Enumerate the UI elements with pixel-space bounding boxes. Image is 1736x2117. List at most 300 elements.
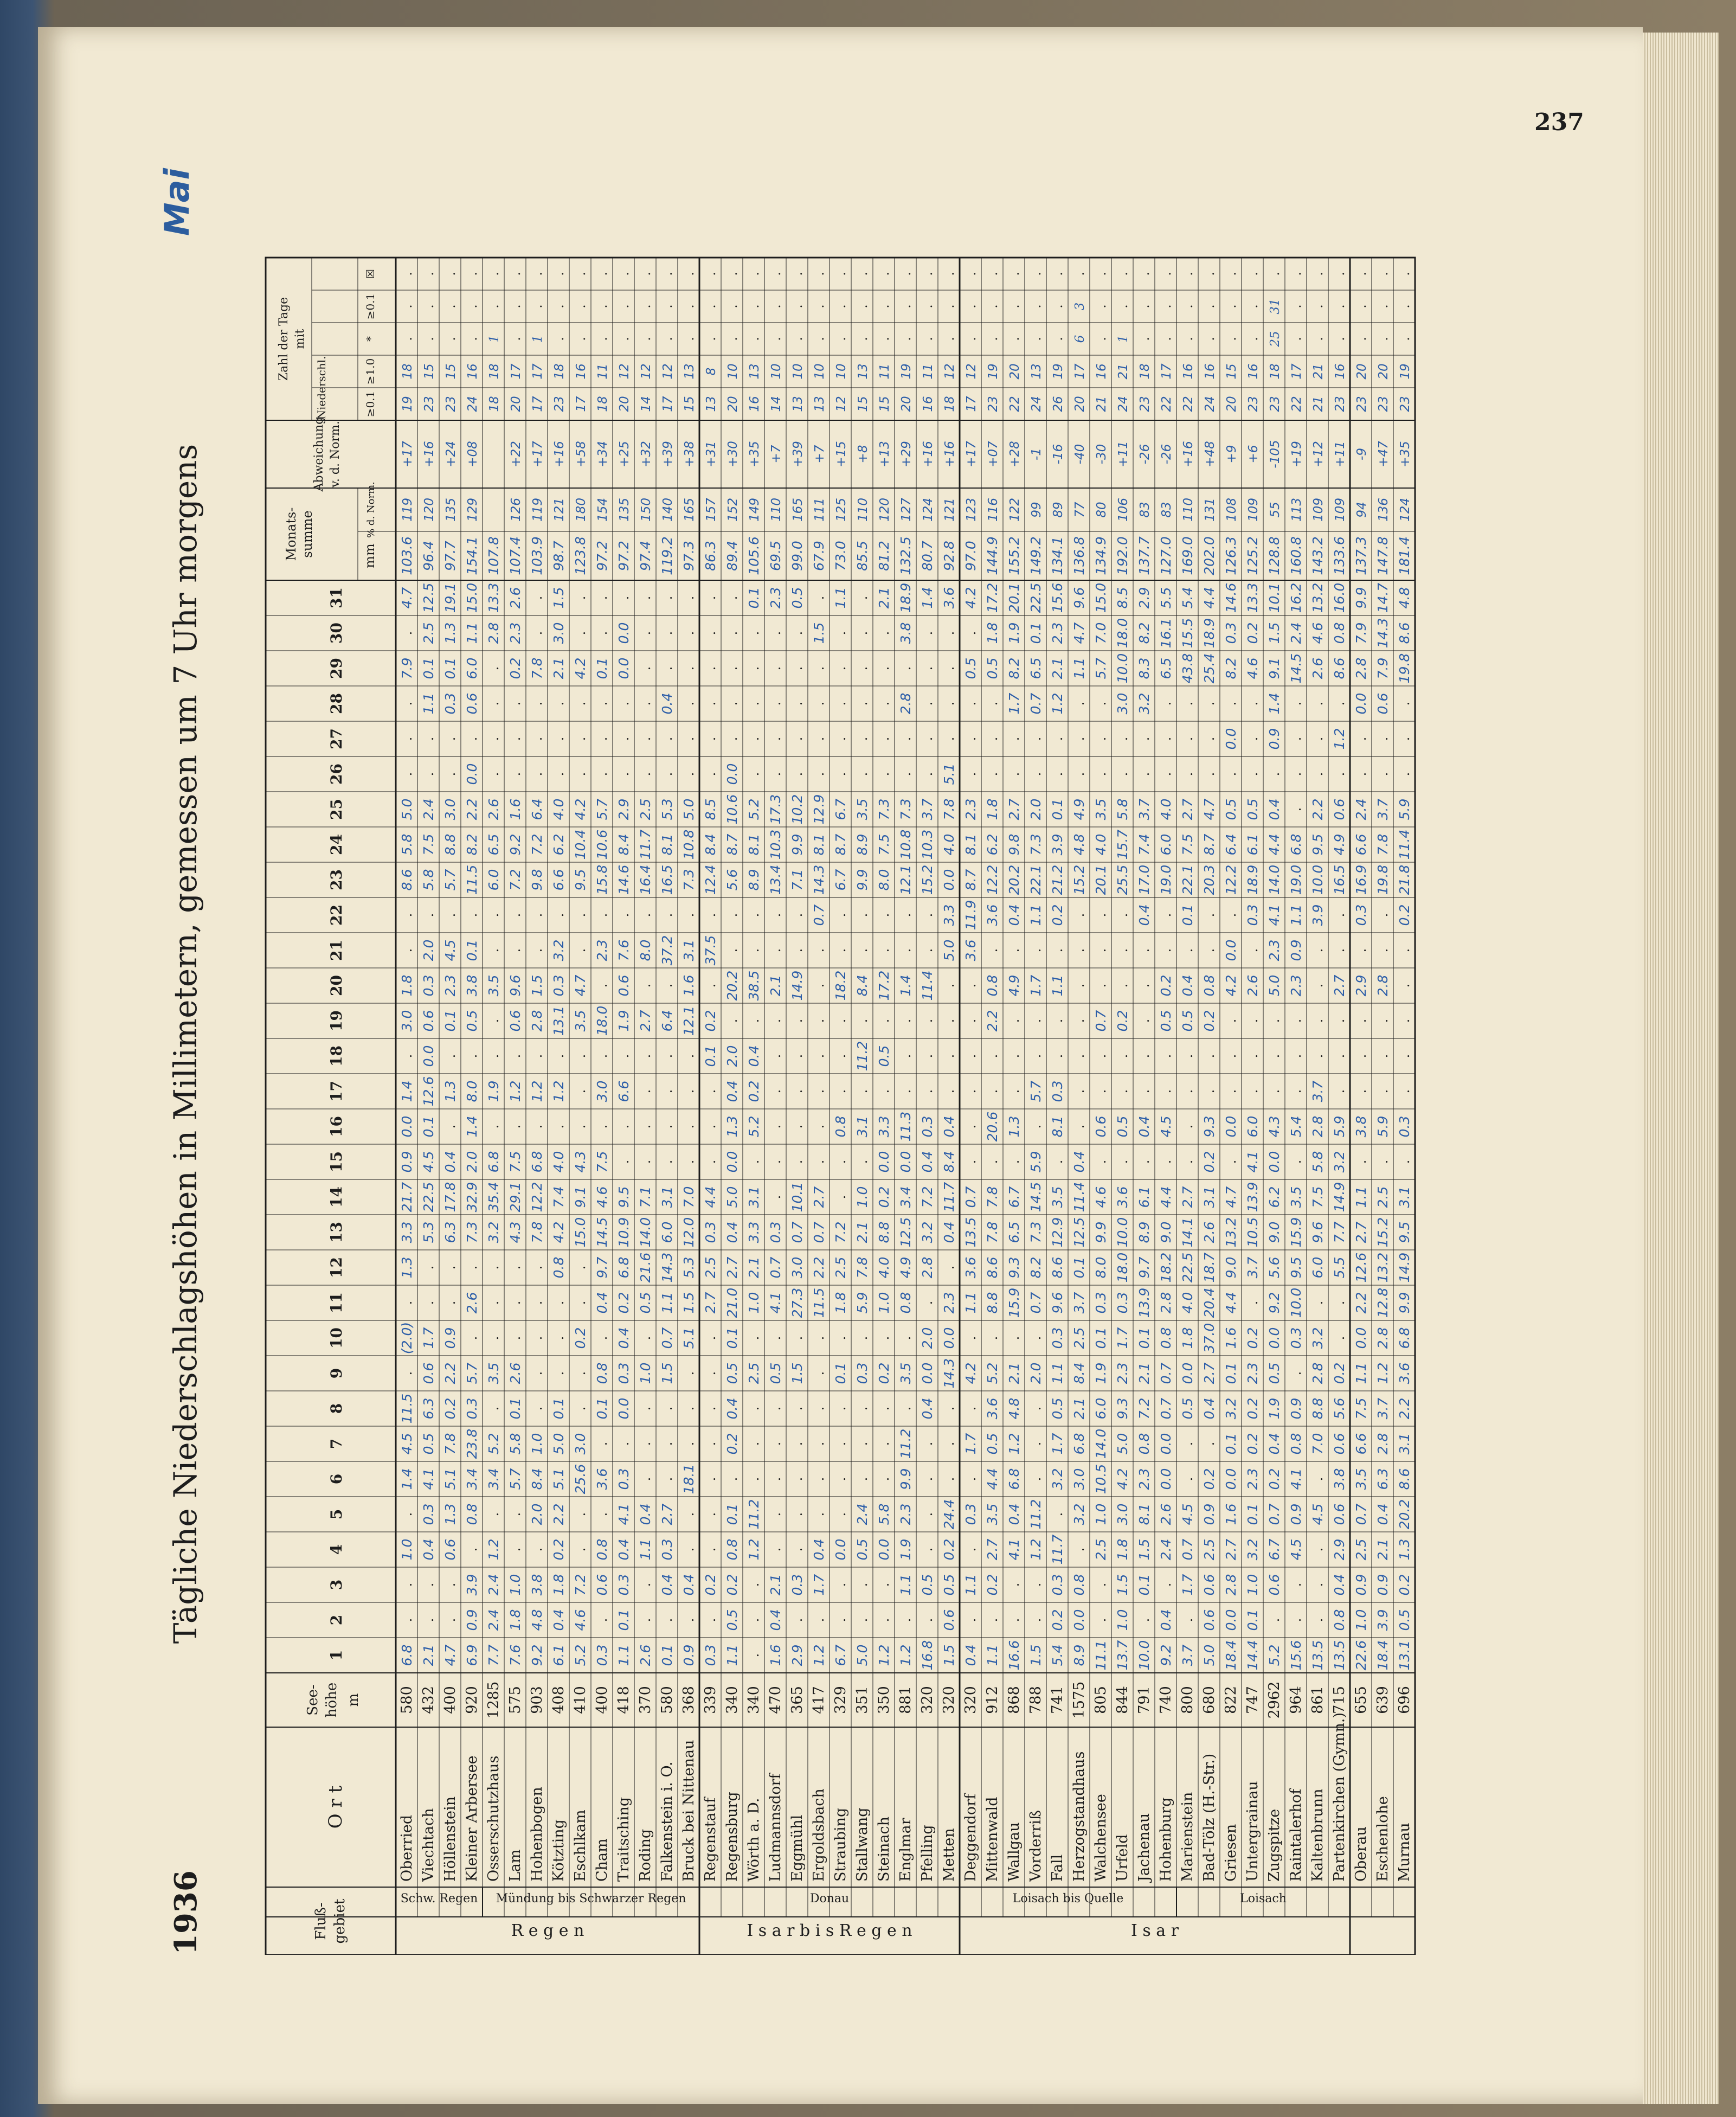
daily-precip: 7.8 [984, 1221, 1000, 1243]
daily-precip: 0.1 [724, 1503, 740, 1525]
days-ge-1-0: 16 [1181, 363, 1195, 380]
days-ge-0-1: 15 [877, 396, 892, 412]
daily-precip-empty: . [594, 913, 610, 918]
days-snow-cover: . [660, 304, 675, 309]
daily-precip: 1.5 [811, 622, 827, 644]
daily-precip: 4.8 [1006, 1397, 1022, 1420]
daily-precip: 5.6 [1331, 1397, 1347, 1420]
daily-precip: 11.2 [1027, 1499, 1044, 1530]
daily-precip-empty: . [529, 1054, 545, 1058]
station-name: Urfeld [1114, 1834, 1131, 1882]
daily-precip: 1.2 [1049, 692, 1065, 715]
daily-precip-empty: . [616, 736, 632, 741]
daily-precip-empty: . [1115, 948, 1130, 953]
daily-precip-empty: . [464, 1547, 480, 1552]
daily-precip-empty: . [421, 913, 436, 918]
daily-precip: 0.3 [659, 1538, 675, 1561]
pct-of-norm: 136 [1376, 498, 1391, 522]
daily-precip: 2.5 [637, 798, 653, 820]
daily-precip: 4.1 [615, 1503, 632, 1525]
daily-precip-empty: . [1266, 1618, 1282, 1622]
daily-precip: 2.6 [1244, 974, 1261, 997]
daily-precip-empty: . [1180, 948, 1195, 953]
daily-precip: 1.2 [507, 1080, 523, 1102]
daily-precip: 4.6 [572, 1609, 588, 1631]
daily-precip-empty: . [464, 1054, 480, 1058]
days-hail: . [1354, 272, 1369, 276]
daily-precip-empty: . [854, 1159, 870, 1164]
daily-precip: 5.1 [680, 1327, 697, 1349]
daily-precip: 1.8 [507, 1609, 523, 1631]
daily-precip: 7.8 [984, 1186, 1000, 1208]
daily-precip: 4.5 [442, 939, 458, 961]
daily-precip: 1.9 [1266, 1397, 1282, 1420]
daily-precip-empty: . [876, 701, 892, 706]
days-snow: 6 [1072, 335, 1087, 343]
station-name: Viechtach [420, 1808, 437, 1882]
daily-precip-empty: . [1288, 736, 1304, 741]
header-day: 12 [327, 1257, 345, 1278]
daily-precip-empty: . [1353, 1089, 1369, 1094]
days-ge-0-1: 19 [400, 396, 415, 412]
daily-precip-empty: . [1158, 1582, 1174, 1587]
days-hail: . [790, 272, 805, 276]
daily-precip: 2.9 [789, 1644, 805, 1666]
daily-precip-empty: . [789, 1512, 805, 1517]
daily-precip-empty: . [1223, 913, 1239, 918]
daily-precip-empty: . [573, 595, 588, 600]
deviation: +25 [617, 441, 632, 467]
days-ge-0-1: 24 [1116, 396, 1130, 412]
pct-of-norm: 108 [1224, 498, 1239, 522]
daily-precip: 2.1 [1049, 657, 1065, 679]
header-day: 19 [327, 1010, 345, 1031]
daily-precip: 0.6 [420, 1010, 436, 1032]
daily-precip-empty: . [768, 631, 783, 636]
daily-precip-empty: . [659, 736, 675, 741]
deviation: +07 [986, 441, 1000, 467]
days-ge-1-0: 10 [790, 363, 805, 380]
daily-precip: 7.5 [1179, 833, 1195, 856]
deviation: +28 [1007, 441, 1022, 467]
daily-precip-empty: . [789, 1618, 805, 1622]
daily-precip: 0.1 [1179, 904, 1195, 926]
daily-precip: 0.9 [680, 1644, 697, 1666]
days-snow: . [856, 337, 870, 341]
station-name: Oberried [398, 1814, 415, 1882]
daily-precip: 1.8 [984, 622, 1000, 644]
daily-precip-empty: . [941, 1477, 957, 1481]
daily-precip: 6.0 [1158, 833, 1174, 856]
daily-precip: 3.8 [1331, 1468, 1347, 1490]
daily-precip-empty: . [1115, 1089, 1130, 1094]
daily-precip-empty: . [920, 1618, 935, 1622]
daily-precip-empty: . [529, 1547, 545, 1552]
daily-precip: 3.2 [1244, 1538, 1261, 1561]
header-threshold: ≥1.0 [364, 358, 377, 385]
days-ge-1-0: 21 [1116, 363, 1130, 380]
daily-precip: 9.6 [1309, 1221, 1326, 1243]
daily-precip: 1.6 [680, 974, 697, 997]
days-snow-cover: . [704, 304, 718, 309]
pct-of-norm: 180 [574, 498, 588, 522]
pct-of-norm: 109 [1246, 498, 1261, 522]
monthly-sum: 119.2 [659, 536, 675, 575]
daily-precip-empty: . [833, 1406, 848, 1411]
daily-precip-empty: . [898, 1054, 914, 1058]
daily-precip-empty: . [1028, 1441, 1044, 1446]
daily-precip: 8.6 [1331, 657, 1347, 679]
days-snow: . [769, 337, 783, 341]
daily-precip: 6.2 [984, 833, 1000, 856]
daily-precip-empty: . [920, 1054, 935, 1058]
days-snow-cover: . [1289, 304, 1304, 309]
daily-precip: 3.5 [1353, 1468, 1369, 1490]
daily-precip-empty: . [1158, 772, 1174, 777]
daily-precip: 20.6 [984, 1111, 1000, 1142]
daily-precip: 3.5 [1288, 1186, 1304, 1208]
daily-precip-empty: . [789, 1124, 805, 1129]
daily-precip: 7.2 [832, 1221, 848, 1243]
daily-precip-empty: . [442, 1265, 458, 1270]
daily-precip: 0.8 [1136, 1433, 1152, 1455]
days-snow-cover: . [1224, 304, 1239, 309]
daily-precip-empty: . [854, 1477, 870, 1481]
daily-precip-empty: . [876, 1406, 892, 1411]
daily-precip: 3.6 [962, 1256, 979, 1279]
days-ge-0-1: 15 [682, 396, 697, 412]
daily-precip: 8.9 [854, 833, 870, 856]
daily-precip: 2.3 [507, 622, 523, 644]
days-snow: . [574, 337, 588, 341]
daily-precip: 2.3 [1049, 622, 1065, 644]
pct-of-norm: 157 [704, 498, 718, 522]
daily-precip-empty: . [659, 772, 675, 777]
daily-precip: 10.5 [1092, 1464, 1109, 1494]
daily-precip: 2.9 [1353, 974, 1369, 997]
daily-precip: 0.3 [854, 1362, 870, 1384]
daily-precip-empty: . [1288, 1371, 1304, 1376]
daily-precip-empty: . [746, 1018, 762, 1023]
daily-precip: 2.1 [1006, 1362, 1022, 1384]
daily-precip: 0.4 [659, 1574, 675, 1596]
monthly-sum: 136.8 [1071, 536, 1087, 575]
region-label: R e g e n [511, 1921, 584, 1940]
daily-precip-empty: . [746, 1618, 762, 1622]
days-ge-0-1: 22 [1181, 396, 1195, 412]
daily-precip-empty: . [963, 1124, 979, 1129]
deviation: +17 [400, 441, 415, 467]
daily-precip: 8.9 [1071, 1644, 1087, 1666]
daily-precip: 0.0 [876, 1538, 892, 1561]
daily-precip: 1.2 [745, 1538, 762, 1561]
daily-precip: 0.3 [1396, 1115, 1412, 1138]
daily-precip-empty: . [811, 1336, 827, 1340]
daily-precip: 7.5 [1353, 1397, 1369, 1420]
header-day: 28 [327, 693, 345, 714]
daily-precip: 18.9 [1201, 618, 1217, 649]
daily-precip-empty: . [1115, 1159, 1130, 1164]
days-snow-cover: . [465, 304, 480, 309]
daily-precip: 15.6 [1049, 582, 1065, 613]
days-ge-0-1: 24 [465, 396, 480, 412]
deviation: +39 [660, 441, 675, 467]
daily-precip: 3.0 [550, 622, 567, 644]
daily-precip: 5.8 [398, 833, 415, 856]
daily-precip: 8.6 [1396, 1468, 1412, 1490]
daily-precip: 3.5 [485, 974, 501, 997]
daily-precip: 3.3 [745, 1221, 762, 1243]
days-ge-0-1: 13 [812, 396, 827, 412]
deviation: +38 [682, 441, 697, 467]
daily-precip: 5.3 [420, 1221, 436, 1243]
daily-precip: 0.4 [811, 1538, 827, 1561]
daily-precip-empty: . [399, 1512, 415, 1517]
daily-precip: 5.6 [1266, 1256, 1282, 1279]
daily-precip: 8.4 [1071, 1362, 1087, 1384]
days-snow-cover: . [1159, 304, 1174, 309]
daily-precip-empty: . [876, 736, 892, 741]
monthly-sum: 107.8 [485, 536, 501, 575]
daily-precip-empty: . [703, 1371, 718, 1376]
daily-precip-empty: . [1201, 736, 1217, 741]
daily-precip: 0.0 [941, 1327, 957, 1349]
days-ge-0-1: 23 [422, 396, 436, 412]
daily-precip: 0.1 [442, 1010, 458, 1032]
daily-precip-empty: . [1223, 1159, 1239, 1164]
daily-precip: 0.2 [1396, 904, 1412, 926]
daily-precip-empty: . [1310, 1547, 1326, 1552]
station-altitude: 368 [680, 1686, 697, 1714]
daily-precip: 8.4 [615, 833, 632, 856]
daily-precip-empty: . [963, 1159, 979, 1164]
daily-precip-empty: . [399, 913, 415, 918]
daily-precip: 7.4 [550, 1186, 567, 1208]
days-ge-1-0: 15 [443, 363, 458, 380]
deviation: -26 [1137, 444, 1152, 465]
daily-precip: 21.8 [1396, 864, 1412, 895]
daily-precip: 0.7 [962, 1186, 979, 1208]
daily-precip: 0.7 [789, 1221, 805, 1243]
daily-precip-empty: . [811, 1159, 827, 1164]
daily-precip-empty: . [659, 913, 675, 918]
daily-precip: 0.3 [1353, 904, 1369, 926]
daily-precip: 13.3 [1244, 582, 1261, 613]
daily-precip: 5.8 [1114, 798, 1130, 820]
daily-precip: 9.2 [1158, 1644, 1174, 1666]
daily-precip-empty: . [746, 736, 762, 741]
daily-precip-empty: . [898, 913, 914, 918]
pct-of-norm: 120 [422, 498, 436, 522]
monthly-sum: 123.8 [572, 536, 588, 575]
daily-precip-empty: . [1310, 736, 1326, 741]
daily-precip-empty: . [399, 948, 415, 953]
daily-precip: 13.2 [1309, 582, 1326, 613]
daily-precip-empty: . [1332, 1300, 1347, 1305]
daily-precip: 6.8 [529, 1151, 545, 1173]
daily-precip: 8.2 [464, 833, 480, 856]
pct-of-norm: 109 [1311, 498, 1326, 522]
daily-precip-empty: . [1201, 913, 1217, 918]
daily-precip: 2.7 [1006, 798, 1022, 820]
subgroup-label: Loisach bis Quelle [1012, 1892, 1124, 1906]
daily-precip: 1.3 [1006, 1115, 1022, 1138]
pct-of-norm: 99 [1029, 502, 1044, 518]
daily-precip: 2.8 [529, 1010, 545, 1032]
days-hail: . [660, 272, 675, 276]
daily-precip-empty: . [963, 1618, 979, 1622]
station-name: Murnau [1396, 1823, 1413, 1882]
daily-precip: 0.7 [811, 1221, 827, 1243]
daily-precip: 2.1 [745, 1256, 762, 1279]
daily-precip-empty: . [486, 1512, 501, 1517]
monthly-sum: 67.9 [811, 541, 827, 571]
daily-precip: 6.4 [659, 1010, 675, 1032]
daily-precip: 11.5 [398, 1393, 415, 1424]
daily-precip: 11.1 [1092, 1640, 1109, 1671]
daily-precip-empty: . [1375, 772, 1391, 777]
daily-precip: 12.6 [420, 1076, 436, 1107]
daily-precip: 0.8 [1331, 622, 1347, 644]
monthly-sum: 134.1 [1049, 536, 1065, 575]
daily-precip: 9.5 [572, 869, 588, 891]
daily-precip-empty: . [616, 772, 632, 777]
daily-precip: 1.3 [724, 1115, 740, 1138]
daily-precip-empty: . [1115, 983, 1130, 988]
daily-precip: 8.0 [637, 939, 653, 961]
daily-precip-empty: . [507, 1512, 523, 1517]
pct-of-norm: 124 [1398, 498, 1412, 522]
daily-precip: 6.8 [485, 1151, 501, 1173]
station-name: Osserschutzhaus [485, 1755, 502, 1882]
monthly-sum: 99.0 [789, 541, 805, 571]
daily-precip: 14.0 [1092, 1428, 1109, 1459]
daily-precip-empty: . [551, 736, 567, 741]
monthly-sum: 181.4 [1396, 536, 1412, 575]
daily-precip: 4.6 [594, 1186, 610, 1208]
daily-precip: 2.6 [464, 1292, 480, 1314]
days-snow: . [1007, 337, 1022, 341]
daily-precip-empty: . [573, 1265, 588, 1270]
station-altitude: 822 [1222, 1686, 1239, 1714]
daily-precip: 15.0 [1092, 582, 1109, 613]
daily-precip: 37.0 [1201, 1323, 1217, 1353]
days-hail: . [422, 272, 436, 276]
daily-precip: 1.8 [550, 1574, 567, 1596]
daily-precip-empty: . [1050, 1159, 1065, 1164]
header-ort: O r t [325, 1785, 346, 1829]
daily-precip-empty: . [681, 1406, 697, 1411]
days-snow-cover: . [1181, 304, 1195, 309]
daily-precip: 1.1 [832, 587, 848, 609]
daily-precip: 5.1 [550, 1468, 567, 1490]
daily-precip-empty: . [638, 666, 653, 671]
daily-precip: 7.3 [680, 869, 697, 891]
daily-precip: 3.7 [1071, 1292, 1087, 1314]
daily-precip-empty: . [399, 736, 415, 741]
deviation: +31 [704, 441, 718, 467]
daily-precip: 10.6 [594, 829, 610, 860]
daily-precip: 0.3 [1092, 1292, 1109, 1314]
header-day: 27 [327, 728, 345, 749]
daily-precip: 1.7 [1049, 1433, 1065, 1455]
daily-precip: 2.5 [1353, 1538, 1369, 1561]
daily-precip-empty: . [681, 595, 697, 600]
days-ge-1-0: 16 [1246, 363, 1261, 380]
monthly-sum: 85.5 [854, 541, 870, 571]
station-altitude: 410 [571, 1686, 589, 1714]
daily-precip-empty: . [638, 1582, 653, 1587]
daily-precip: 12.8 [1374, 1287, 1391, 1318]
daily-precip-empty: . [573, 1124, 588, 1129]
daily-precip: 14.5 [1027, 1182, 1044, 1213]
daily-precip: 2.8 [1223, 1574, 1239, 1596]
daily-precip: 2.5 [1201, 1538, 1217, 1561]
daily-precip: 2.0 [724, 1045, 740, 1067]
daily-precip: 0.6 [1266, 1574, 1282, 1596]
daily-precip-empty: . [833, 948, 848, 953]
header-threshold: * [364, 336, 377, 342]
daily-precip-empty: . [1158, 1089, 1174, 1094]
daily-precip-empty: . [854, 772, 870, 777]
daily-precip: 3.2 [919, 1221, 935, 1243]
daily-precip-empty: . [789, 736, 805, 741]
daily-precip-empty: . [920, 1300, 935, 1305]
daily-precip-empty: . [811, 1089, 827, 1094]
station-altitude: 400 [593, 1686, 610, 1714]
daily-precip: 21.0 [724, 1287, 740, 1318]
daily-precip: 6.6 [1353, 833, 1369, 856]
daily-precip-empty: . [551, 772, 567, 777]
daily-precip-empty: . [920, 1512, 935, 1517]
days-ge-1-0: 20 [1376, 363, 1391, 380]
station-altitude: 408 [550, 1686, 567, 1714]
daily-precip-empty: . [529, 948, 545, 953]
daily-precip: 8.9 [1136, 1221, 1152, 1243]
daily-precip: 6.5 [485, 833, 501, 856]
daily-precip: 43.8 [1179, 653, 1195, 684]
daily-precip: 18.4 [1374, 1640, 1391, 1671]
daily-precip: 1.1 [1353, 1362, 1369, 1384]
daily-precip-empty: . [638, 1124, 653, 1129]
daily-precip-empty: . [1375, 1054, 1391, 1058]
daily-precip-empty: . [703, 631, 718, 636]
monthly-sum: 133.6 [1331, 536, 1347, 575]
daily-precip: 4.4 [1158, 1186, 1174, 1208]
daily-precip: 0.2 [615, 1292, 632, 1314]
daily-precip: 0.3 [615, 1362, 632, 1384]
header-day: 20 [327, 975, 345, 996]
daily-precip: 0.1 [1049, 798, 1065, 820]
daily-precip: 8.5 [702, 798, 718, 820]
days-snow: . [1181, 337, 1195, 341]
daily-precip: 0.2 [702, 1574, 718, 1596]
daily-precip-empty: . [1136, 1618, 1152, 1622]
daily-precip-empty: . [573, 1371, 588, 1376]
daily-precip: 0.0 [1223, 728, 1239, 750]
daily-precip: 1.8 [984, 798, 1000, 820]
header-abweichung: v. d. Norm. [329, 421, 342, 487]
daily-precip: 4.6 [1309, 622, 1326, 644]
daily-precip: 0.8 [1331, 1609, 1347, 1631]
daily-precip: 1.1 [1288, 904, 1304, 926]
daily-precip: 5.5 [1331, 1256, 1347, 1279]
station-name: Lam [506, 1849, 524, 1882]
daily-precip: 1.5 [1027, 1644, 1044, 1666]
daily-precip: 9.3 [1114, 1397, 1130, 1420]
header-seehoehe: höhe [324, 1682, 340, 1718]
daily-precip: 10.2 [789, 794, 805, 825]
